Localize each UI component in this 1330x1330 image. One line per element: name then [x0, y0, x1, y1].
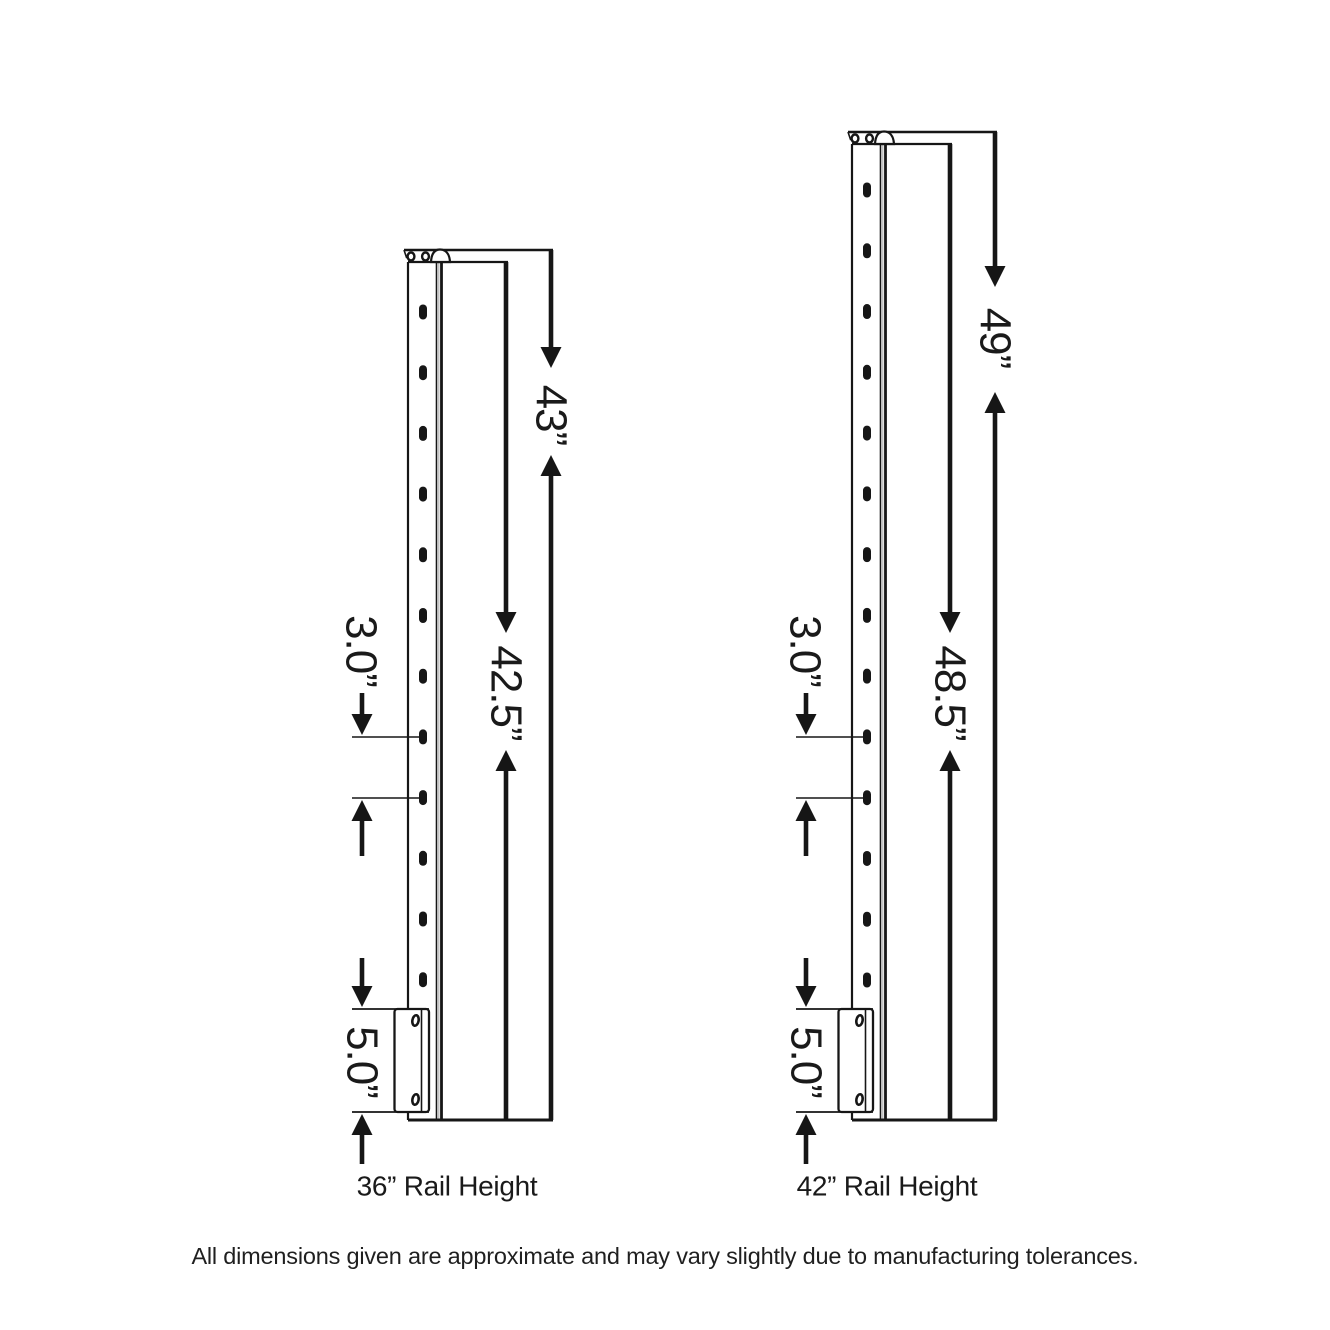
cap-hook-icon	[866, 135, 873, 143]
mounting-slot	[863, 243, 871, 258]
mounting-slot	[419, 547, 427, 562]
post-36-bracket-dim	[338, 958, 430, 1164]
mounting-slot	[419, 426, 427, 441]
arrow-up-icon	[352, 800, 373, 821]
arrow-up-icon	[796, 1114, 817, 1135]
cap-hook-icon	[852, 135, 859, 143]
mounting-slot	[863, 547, 871, 562]
dim-bracket-42-label: 5.0”	[781, 1026, 831, 1098]
mounting-slot	[863, 426, 871, 441]
arrow-up-icon	[541, 455, 562, 476]
cap-dome	[875, 132, 894, 145]
post-36-dim-hole-spacing	[337, 615, 425, 856]
post-36-cap	[404, 250, 553, 263]
mounting-slot	[863, 304, 871, 319]
mounting-slot	[863, 608, 871, 623]
arrow-up-icon	[985, 392, 1006, 413]
dim-post-36-label: 42.5”	[481, 645, 531, 741]
post-36-caption: 36” Rail Height	[356, 1170, 538, 1202]
post-42-body	[852, 144, 997, 1120]
mounting-slot	[863, 669, 871, 684]
post-42-slots	[863, 183, 871, 988]
screw-hole-icon	[856, 1015, 864, 1027]
mounting-slot	[863, 486, 871, 501]
mounting-slot	[419, 487, 427, 502]
post-42-dim-hole-spacing	[781, 615, 869, 856]
tolerance-footnote: All dimensions given are approximate and may vary slightly due to manufacturing tolerances.	[191, 1243, 1139, 1269]
mounting-slot	[419, 608, 427, 623]
arrow-down-icon	[796, 714, 817, 735]
post-42-bracket-dim	[782, 958, 874, 1164]
post-36-dim-post	[482, 262, 531, 1120]
mounting-slot	[863, 851, 871, 866]
dim-post-42-label: 48.5”	[925, 645, 975, 741]
arrow-up-icon	[940, 750, 961, 771]
post-36-slots	[419, 305, 427, 988]
arrow-down-icon	[541, 347, 562, 368]
dim-spacing-42-label: 3.0”	[780, 615, 830, 687]
mounting-slot	[863, 183, 871, 198]
arrow-down-icon	[496, 612, 517, 633]
screw-hole-icon	[412, 1094, 420, 1106]
mounting-slot	[419, 365, 427, 380]
mounting-slot	[419, 305, 427, 320]
cap-hook-icon	[422, 253, 429, 261]
arrow-down-icon	[985, 266, 1006, 287]
dim-overall-42-label: 49”	[970, 307, 1020, 369]
mounting-slot	[419, 851, 427, 866]
post-36-drawing	[337, 250, 576, 1202]
post-42-dim-post	[926, 144, 975, 1120]
mounting-slot	[863, 912, 871, 927]
mounting-slot	[419, 912, 427, 927]
post-42-dim-overall	[971, 132, 1020, 1120]
arrow-up-icon	[496, 750, 517, 771]
screw-hole-icon	[412, 1015, 420, 1027]
cap-hook-icon	[408, 253, 415, 261]
arrow-down-icon	[352, 714, 373, 735]
arrow-down-icon	[352, 986, 373, 1007]
post-42-caption: 42” Rail Height	[796, 1170, 978, 1202]
mounting-slot	[419, 669, 427, 684]
screw-hole-icon	[856, 1094, 864, 1106]
mounting-slot	[863, 973, 871, 988]
post-36-dim-overall	[527, 250, 576, 1120]
dim-overall-36-label: 43”	[526, 384, 576, 446]
post-42-drawing	[781, 132, 1020, 1202]
post-42-cap	[848, 132, 997, 145]
arrow-down-icon	[940, 612, 961, 633]
dim-bracket-36-label: 5.0”	[337, 1026, 387, 1098]
mounting-slot	[863, 365, 871, 380]
arrow-up-icon	[352, 1114, 373, 1135]
dim-spacing-36-label: 3.0”	[336, 615, 386, 687]
mounting-slot	[419, 972, 427, 987]
arrow-down-icon	[796, 986, 817, 1007]
arrow-up-icon	[796, 800, 817, 821]
cap-dome	[431, 250, 450, 263]
